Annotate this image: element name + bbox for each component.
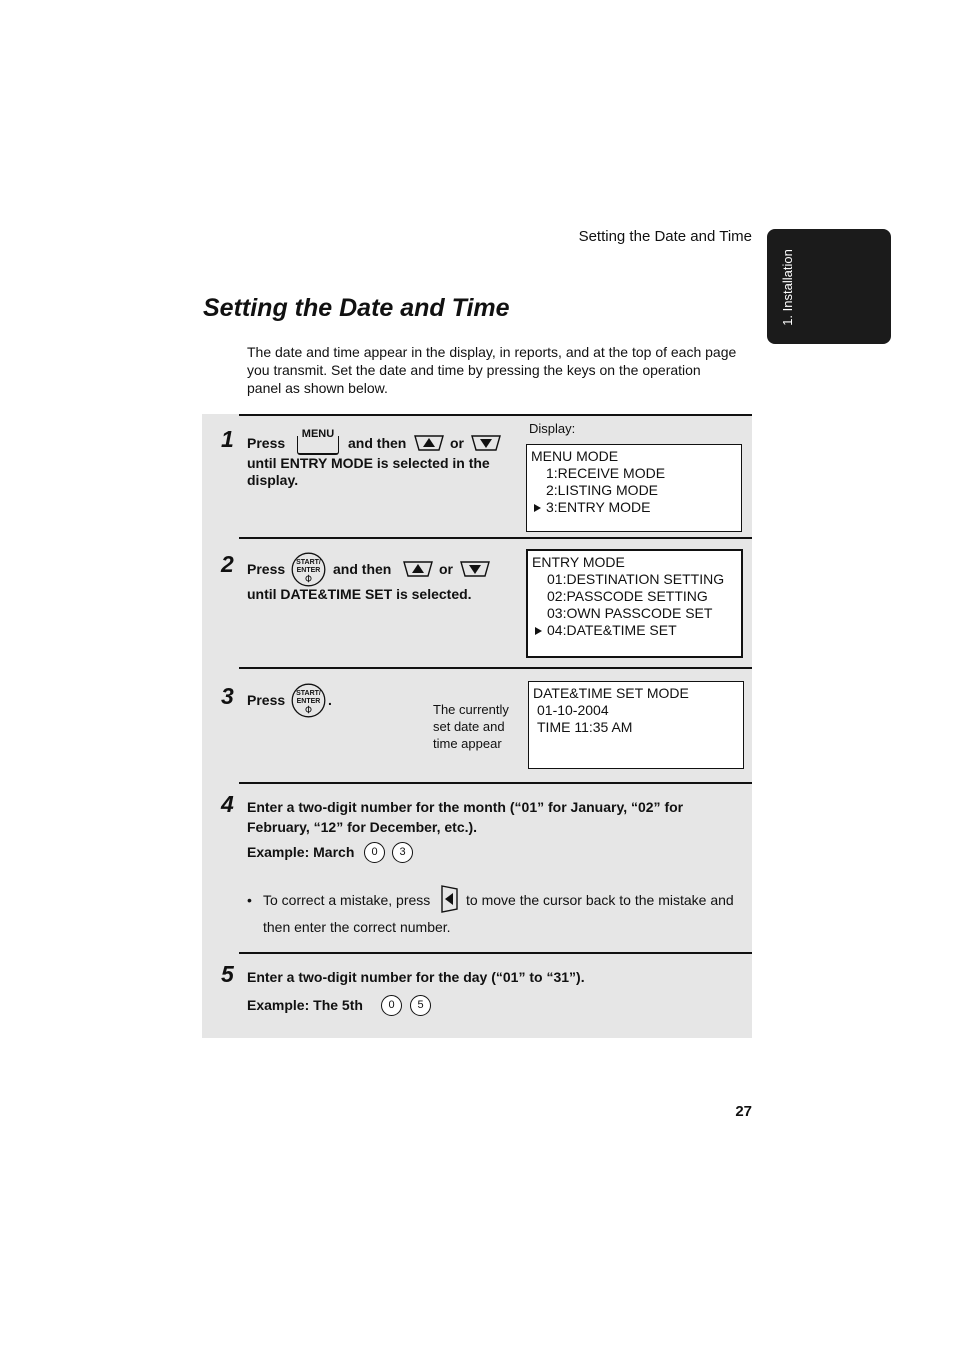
step-number: 1 <box>221 426 234 452</box>
down-arrow-key-icon <box>471 435 501 451</box>
bullet-icon: • <box>247 892 252 908</box>
lcd-line: DATE&TIME SET MODE <box>533 685 689 701</box>
lcd-line: 03:OWN PASSCODE SET <box>547 605 713 621</box>
lcd-display-menu-mode <box>526 444 742 532</box>
up-arrow-key-icon <box>414 435 444 451</box>
start-key-label: START/ <box>296 559 321 566</box>
step4-bullet-text-end: then enter the correct number. <box>263 919 451 935</box>
number-key-3: 3 <box>392 842 413 863</box>
step-number: 5 <box>221 961 234 987</box>
lcd-display-entry-mode <box>526 549 743 658</box>
selection-pointer-icon <box>534 504 541 512</box>
step3-note <box>433 701 509 752</box>
step1-instruction: until ENTRY MODE is selected in the <box>247 455 490 471</box>
lcd-line: 2:LISTING MODE <box>546 482 659 498</box>
menu-key-label: MENU <box>301 428 335 440</box>
step1-press: Press <box>247 435 286 451</box>
lcd-line: 02:PASSCODE SETTING <box>547 588 708 604</box>
menu-key-icon <box>297 428 339 455</box>
selection-pointer-icon <box>535 627 542 635</box>
step1-and-then: and then <box>348 435 407 451</box>
step2-instruction: until DATE&TIME SET is selected. <box>247 586 472 602</box>
step4-instruction-cont: February, “12” for December, etc.). <box>247 819 478 835</box>
step3-press: Press <box>247 692 286 708</box>
lcd-line-text: 3:ENTRY MODE <box>546 499 651 515</box>
number-key-0: 0 <box>364 842 385 863</box>
step1-instruction-cont: display. <box>247 472 299 488</box>
step1-or: or <box>450 435 464 451</box>
display-caption: Display: <box>529 421 576 436</box>
enter-key-label: ENTER <box>296 698 321 705</box>
enter-key-label: ENTER <box>296 567 321 574</box>
lcd-line: 01:DESTINATION SETTING <box>547 571 725 587</box>
divider <box>239 782 752 784</box>
step5-instruction: Enter a two-digit number for the day (“01” to “31”). <box>247 969 585 985</box>
note-line: time appear <box>433 736 502 751</box>
step4-bullet-text: To correct a mistake, press <box>263 892 431 908</box>
note-line: The currently <box>433 702 509 717</box>
chapter-tab <box>767 229 891 344</box>
start-enter-key-icon <box>291 683 326 718</box>
step5-example: Example: The 5th <box>247 997 363 1013</box>
lcd-line: TIME 11:35 AM <box>537 719 633 735</box>
down-arrow-key-icon <box>460 561 490 577</box>
number-key-5: 5 <box>410 995 431 1016</box>
chapter-tab-label: 1. Installation <box>779 248 795 326</box>
lcd-line: 01-10-2004 <box>537 702 609 718</box>
divider <box>239 537 752 539</box>
divider <box>239 414 752 416</box>
number-key-0: 0 <box>381 995 402 1016</box>
lcd-selected-line <box>531 499 737 516</box>
lcd-display-date-time-set-mode <box>528 681 744 769</box>
intro-paragraph: The date and time appear in the display, in reports, and at the top of each page you transmit. Set the date and time by pressing the keys on the operation panel as shown below. <box>247 344 737 396</box>
divider <box>239 952 752 954</box>
lcd-line: 1:RECEIVE MODE <box>546 465 666 481</box>
lcd-line: MENU MODE <box>531 448 619 464</box>
lcd-line: ENTRY MODE <box>532 554 625 570</box>
steps-panel <box>202 414 752 1038</box>
step-number: 2 <box>221 551 234 577</box>
step2-or: or <box>439 561 453 577</box>
left-arrow-key-icon <box>440 885 459 913</box>
page-title: Setting the Date and Time <box>203 294 510 322</box>
note-line: set date and <box>433 719 505 734</box>
running-header: Setting the Date and Time <box>578 228 752 245</box>
divider <box>239 667 752 669</box>
page-number: 27 <box>735 1103 752 1120</box>
step4-example: Example: March <box>247 844 355 860</box>
lcd-selected-line <box>532 622 737 639</box>
step4-bullet-text-cont: to move the cursor back to the mistake and <box>466 892 734 908</box>
up-arrow-key-icon <box>403 561 433 577</box>
lcd-line-text: 04:DATE&TIME SET <box>547 622 677 638</box>
start-enter-key-icon <box>291 552 326 587</box>
step3-period: . <box>328 692 332 708</box>
step2-and-then: and then <box>333 561 392 577</box>
start-key-label: START/ <box>296 690 321 697</box>
step-number: 3 <box>221 683 234 709</box>
step-number: 4 <box>221 791 234 817</box>
step2-press: Press <box>247 561 286 577</box>
step4-instruction: Enter a two-digit number for the month (“01” for January, “02” for <box>247 799 684 815</box>
